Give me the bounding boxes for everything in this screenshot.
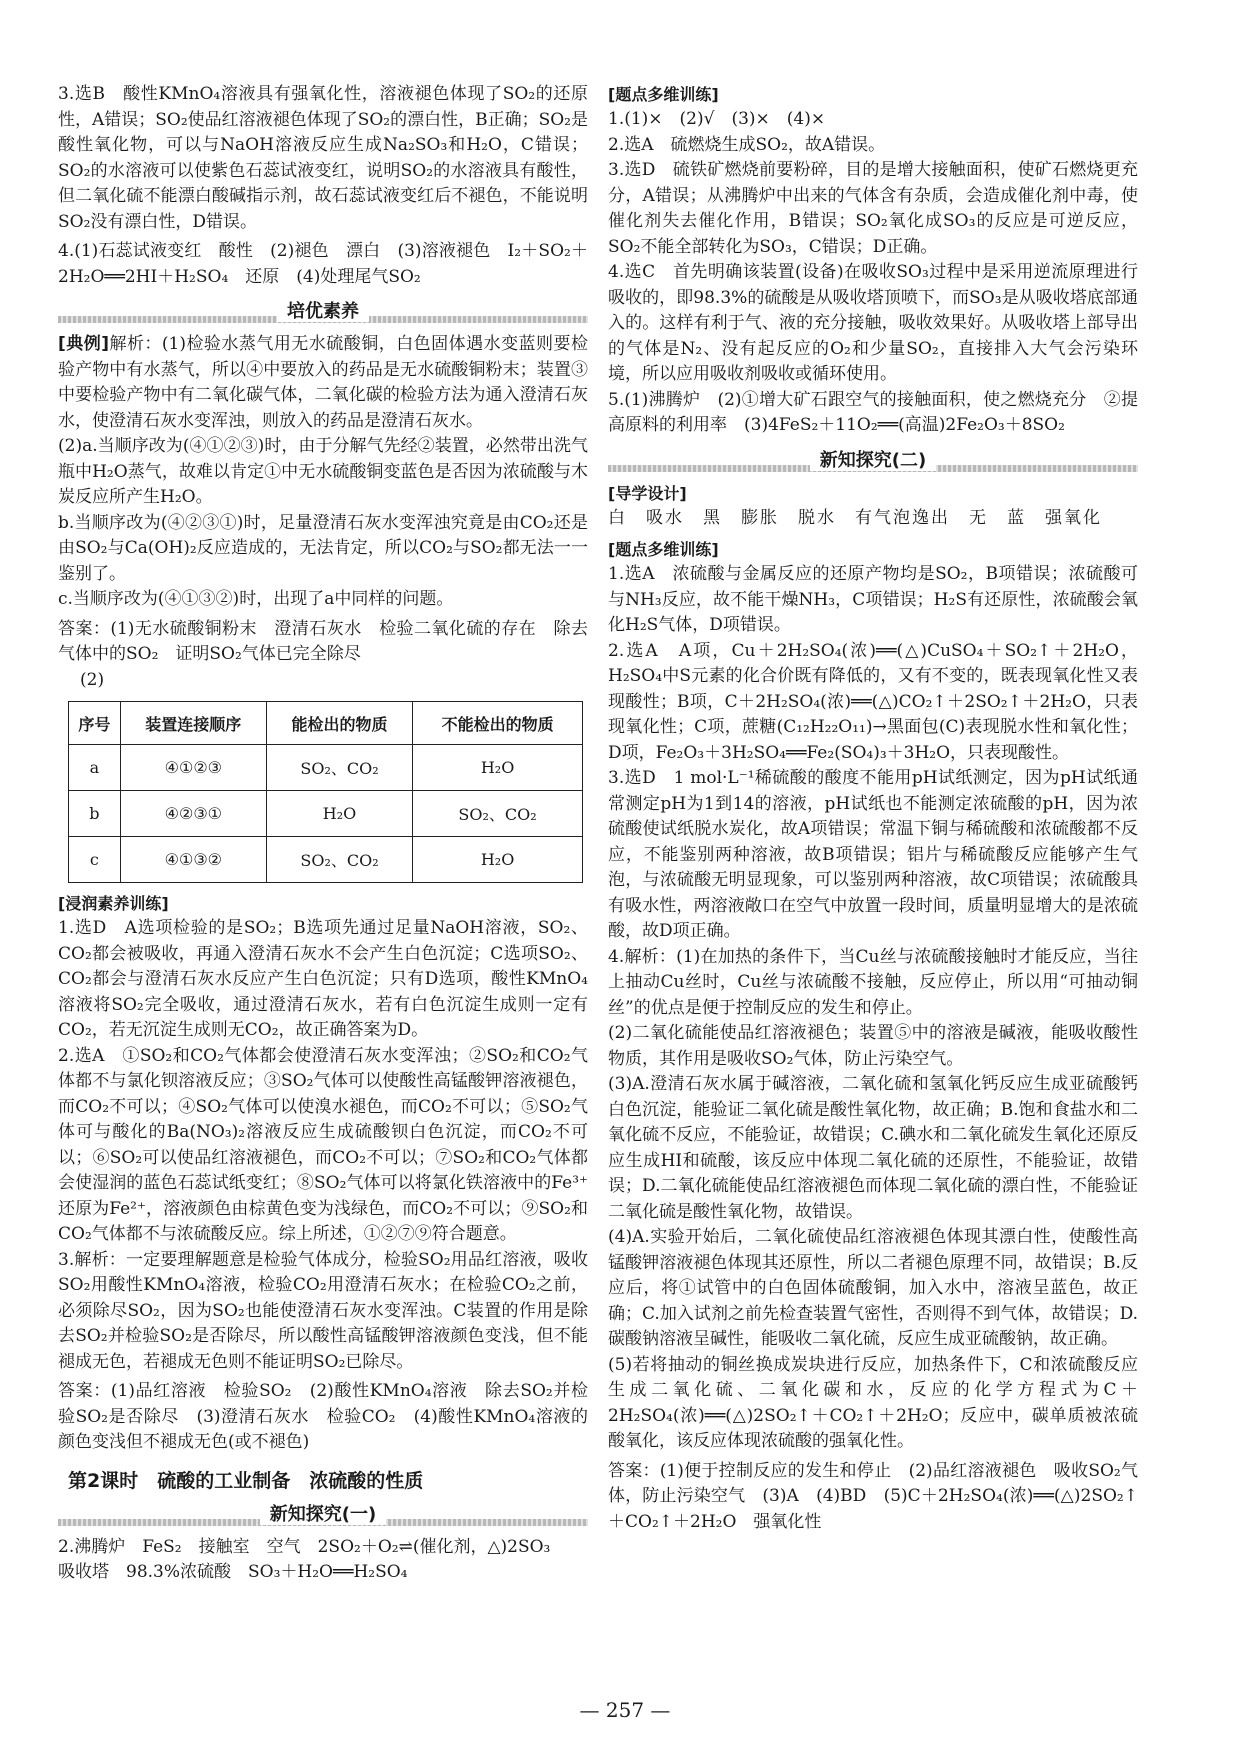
table-cell: H₂O: [413, 837, 583, 883]
tidian2-answer-4a: 4.解析：(1)在加热的条件下，当Cu丝与浓硫酸接触时才能反应，当往上抽动Cu丝时，Cu丝与浓硫酸不接触，反应停止，所以用“可抽动铜丝”的优点是便于控制反应的发生和停止。: [608, 946, 1138, 1018]
tidian-label-1: [题点多维训练]: [608, 85, 719, 104]
device-order-table: [68, 701, 583, 883]
daoxue-words: 白 吸水 黑 膨胀 脱水 有气泡逸出 无 蓝 强氧化: [608, 507, 1102, 528]
table-cell: SO₂、CO₂: [266, 745, 412, 791]
table-cell: b: [69, 791, 121, 837]
table-label: (2): [80, 669, 105, 690]
table-cell: SO₂、CO₂: [413, 791, 583, 837]
left-column: [58, 82, 588, 1586]
jinrun-answer-2: 2.选A ①SO₂和CO₂气体都会使澄清石灰水变浑浊；②SO₂和CO₂气体都不与氯化钡溶液反应；③SO₂气体可以使酸性高锰酸钾溶液褪色，而CO₂不可以；④SO₂气体可以使溴水褪色，而CO₂不可以；⑤SO₂气体可与酸化的Ba(NO₃)₂溶液反应生成硫酸钡白色沉淀，而CO₂不可以；⑥SO₂可以使品红溶液褪色，而CO₂不可以；⑦SO₂和CO₂气体都会使湿润的蓝色石蕊试纸变红；⑧SO₂气体可以将氯化铁溶液中的Fe³⁺还原为Fe²⁺，溶液颜色由棕黄色变为浅绿色，而CO₂不可以；⑨SO₂和CO₂气体都不与浓硫酸反应。综上所述，①②⑦⑨符合题意。: [58, 1045, 588, 1244]
lesson-title: 第2课时 硫酸的工业制备 浓硫酸的性质: [68, 1469, 424, 1492]
tidian-answer-3: 3.选D 硫铁矿燃烧前要粉碎，目的是增大接触面积，使矿石燃烧更充分，A错误；从沸腾炉中出来的气体含有杂质，会造成催化剂中毒，使催化剂失去催化作用，B错误；SO₂氧化成SO₃的反应是可逆反应，SO₂不能全部转化为SO₃，C错误；D正确。: [608, 160, 1138, 257]
dianli-label: [典例]: [58, 334, 109, 354]
xinzhi-line-1: 2.沸腾炉 FeS₂ 接触室 空气 2SO₂＋O₂⇌(催化剂，△)2SO₃: [58, 1536, 551, 1557]
jinrun-answer-1: 1.选D A选项检验的是SO₂；B选项先通过足量NaOH溶液，SO₂、CO₂都会被吸收，再通入澄清石灰水不会产生白色沉淀；C选项SO₂、CO₂都会与澄清石灰水反应产生白色沉淀；只有D选项，酸性KMnO₄溶液将SO₂完全吸收，通过澄清石灰水，若有白色沉淀生成则一定有CO₂，若无沉淀生成则无CO₂，故正确答案为D。: [58, 918, 588, 1040]
table-cell: a: [69, 745, 121, 791]
jinrun-answer-3: 3.解析：一定要理解题意是检验气体成分，检验SO₂用品红溶液，吸收SO₂用酸性KMnO₄溶液，检验CO₂用澄清石灰水；在检验CO₂之前，必须除尽SO₂，因为SO₂也能使澄清石灰水变浑浊。C装置的作用是除去SO₂并检验SO₂是否除尽，所以酸性高锰酸钾溶液颜色变浅，但不能褪成无色，若褪成无色则不能证明SO₂已除尽。: [58, 1249, 588, 1372]
table-header-row: [69, 702, 583, 745]
tidian2-answer-4b: (2)二氧化硫能使品红溶液褪色；装置⑤中的溶液是碱液，能吸收酸性物质，其作用是吸收SO₂气体，防止污染空气。: [608, 1023, 1138, 1069]
table-cell: ④①③②: [120, 837, 266, 883]
tidian-answer-5: 5.(1)沸腾炉 (2)①增大矿石跟空气的接触面积，使之燃烧充分 ②提高原料的利用率 (3)4FeS₂＋11O₂══(高温)2Fe₂O₃＋8SO₂: [608, 389, 1138, 435]
table-cell: ④②③①: [120, 791, 266, 837]
dianli-part-a: (2)a.当顺序改为(④①②③)时，由于分解气先经②装置，必然带出洗气瓶中H₂O蒸气，故难以肯定①中无水硫酸铜变蓝色是否因为浓硫酸与木炭反应所产生H₂O。: [58, 436, 588, 507]
dianli-answer: 答案：(1)无水硫酸铜粉末 澄清石灰水 检验二氧化硫的存在 除去气体中的SO₂ 证明SO₂气体已完全除尽: [58, 618, 588, 664]
dianli-part-c: c.当顺序改为(④①③②)时，出现了a中同样的问题。: [58, 589, 454, 609]
jinrun-answer-final: 答案：(1)品红溶液 检验SO₂ (2)酸性KMnO₄溶液 除去SO₂并检验SO₂是否除尽 (3)澄清石灰水 检验CO₂ (4)酸性KMnO₄溶液的颜色变浅但不褪成无色(或不褪色): [58, 1381, 588, 1452]
tidian2-answer-4d: (4)A.实验开始后，二氧化硫使品红溶液褪色体现其漂白性，使酸性高锰酸钾溶液褪色体现其还原性，所以二者褪色原理不同，故错误；B.反应后，将①试管中的白色固体硫酸铜，加入水中，溶液呈蓝色，故正确；C.加入试剂之前先检查装置气密性，否则得不到气体，故错误；D.碳酸钠溶液呈碱性，能吸收二氧化硫，反应生成亚硫酸钠，故正确。: [608, 1227, 1138, 1349]
header-cell: 不能检出的物质: [413, 702, 583, 745]
tidian-answer-4: 4.选C 首先明确该装置(设备)在吸收SO₃过程中是采用逆流原理进行吸收的，即98.3%的硫酸是从吸收塔顶喷下，而SO₃是从吸收塔底部通入的。这样有利于气、液的充分接触，吸收效果好。从吸收塔上部导出的气体是N₂、没有起反应的O₂和少量SO₂，直接排入大气会污染环境，所以应用吸收剂吸收或循环使用。: [608, 262, 1138, 384]
table-cell: SO₂、CO₂: [266, 837, 412, 883]
section-title-xinzhi-2: 新知探究(二): [608, 447, 1138, 475]
section-title-peiyou: 培优素养: [58, 298, 588, 326]
header-cell: 能检出的物质: [266, 702, 412, 745]
table-cell: c: [69, 837, 121, 883]
tidian2-answer-final: 答案：(1)便于控制反应的发生和停止 (2)品红溶液褪色 吸收SO₂气体，防止污染空气 (3)A (4)BD (5)C＋2H₂SO₄(浓)══(△)2SO₂↑＋CO₂↑＋2H₂O 强氧化性: [608, 1460, 1138, 1532]
right-column: [608, 82, 1138, 1535]
answer-3: 3.选B 酸性KMnO₄溶液具有强氧化性，溶液褪色体现了SO₂的还原性，A错误；SO₂使品红溶液褪色体现了SO₂的漂白性，B正确；SO₂是酸性氧化物，可以与NaOH溶液反应生成Na₂SO₃和H₂O，C错误；SO₂的水溶液可以使紫色石蕊试液变红，说明SO₂的水溶液具有酸性，但二氧化硫不能漂白酸碱指示剂，故石蕊试液变红后不褪色，不能说明SO₂没有漂白性，D错误。: [58, 84, 588, 232]
tidian2-answer-4c: (3)A.澄清石灰水属于碱溶液，二氧化硫和氢氧化钙反应生成亚硫酸钙白色沉淀，能验证二氧化硫是酸性氧化物，故正确；B.饱和食盐水和二氧化硫不反应，不能验证，故错误；C.碘水和二氧化硫发生氧化还原反应生成HI和硫酸，该反应中体现二氧化硫的还原性，不能验证，故错误；D.二氧化硫能使品红溶液褪色而体现二氧化硫的漂白性，不能验证二氧化硫是酸性氧化物，故错误。: [608, 1074, 1138, 1222]
tidian-answer-1: 1.(1)× (2)√ (3)× (4)×: [608, 109, 826, 129]
tidian-label-2: [题点多维训练]: [608, 540, 719, 559]
table-cell: H₂O: [413, 745, 583, 791]
answer-4: 4.(1)石蕊试液变红 酸性 (2)褪色 漂白 (3)溶液褪色 I₂＋SO₂＋2H₂O══2HI＋H₂SO₄ 还原 (4)处理尾气SO₂: [58, 241, 588, 287]
page-number: — 257 —: [579, 1698, 671, 1722]
header-cell: 装置连接顺序: [120, 702, 266, 745]
dianli-paragraph: [典例]解析：(1)检验水蒸气用无水硫酸铜，白色固体遇水变蓝则要检验产物中有水蒸气，所以④中要放入的药品是无水硫酸铜粉末；装置③中要检验产物中有二氧化碳气体，二氧化碳的检验方法为通入澄清石灰水，使澄清石灰水变浑浊，则放入的药品是澄清石灰水。: [58, 334, 588, 431]
table-cell: H₂O: [266, 791, 412, 837]
tidian2-answer-1: 1.选A 浓硫酸与金属反应的还原产物均是SO₂，B项错误；浓硫酸可与NH₃反应，故不能干燥NH₃，C项错误；H₂S有还原性，浓硫酸会氧化H₂S气体，D项错误。: [608, 564, 1138, 635]
tidian2-answer-2: 2.选A A项，Cu＋2H₂SO₄(浓)══(△)CuSO₄＋SO₂↑＋2H₂O，H₂SO₄中S元素的化合价既有降低的，又有不变的，既表现氧化性又表现酸性；B项，C＋2H₂SO₄(浓)══(△)CO₂↑＋2SO₂↑＋2H₂O，只表现氧化性；C项，蔗糖(C₁₂H₂₂O₁₁)→黑面包(C)表现脱水性和氧化性；D项，Fe₂O₃＋3H₂SO₄══Fe₂(SO₄)₃＋3H₂O，只表现酸性。: [608, 640, 1138, 763]
daoxue-label: [导学设计]: [608, 483, 687, 503]
table-row: [69, 837, 583, 883]
tidian2-answer-4e: (5)若将抽动的铜丝换成炭块进行反应，加热条件下，C和浓硫酸反应生成二氧化硫、二氧化碳和水，反应的化学方程式为C＋2H₂SO₄(浓)══(△)2SO₂↑＋CO₂↑＋2H₂O；反应中，碳单质被浓硫酸氧化，该反应体现浓硫酸的强氧化性。: [608, 1354, 1138, 1451]
table-row: [69, 745, 583, 791]
table-row: [69, 791, 583, 837]
xinzhi-line-2: 吸收塔 98.3%浓硫酸 SO₃＋H₂O══H₂SO₄: [58, 1562, 408, 1582]
jinrun-label: [浸润素养训练]: [58, 894, 169, 913]
section-title-xinzhi-1: 新知探究(一): [58, 1501, 588, 1529]
table-cell: ④①②③: [120, 745, 266, 791]
dianli-part-b: b.当顺序改为(④②③①)时，足量澄清石灰水变浑浊究竟是由CO₂还是由SO₂与Ca(OH)₂反应造成的，无法肯定，所以CO₂与SO₂都无法一一鉴别了。: [58, 512, 588, 584]
tidian2-answer-3: 3.选D 1 mol·L⁻¹稀硫酸的酸度不能用pH试纸测定，因为pH试纸通常测定pH为1到14的溶液，pH试纸也不能测定浓硫酸的pH，因为浓硫酸使试纸脱水炭化，故A项错误；常温下铜与稀硫酸和浓硫酸都不反应，不能鉴别两种溶液，故B项错误；铝片与稀硫酸反应能够产生气泡，与浓硫酸无明显现象，可以鉴别两种溶液，故C项错误；浓硫酸具有吸水性，两溶液敞口在空气中放置一段时间，质量明显增大的是浓硫酸，故D项正确。: [608, 768, 1138, 941]
tidian-answer-2: 2.选A 硫燃烧生成SO₂，故A错误。: [608, 134, 886, 155]
header-cell: 序号: [69, 702, 121, 745]
